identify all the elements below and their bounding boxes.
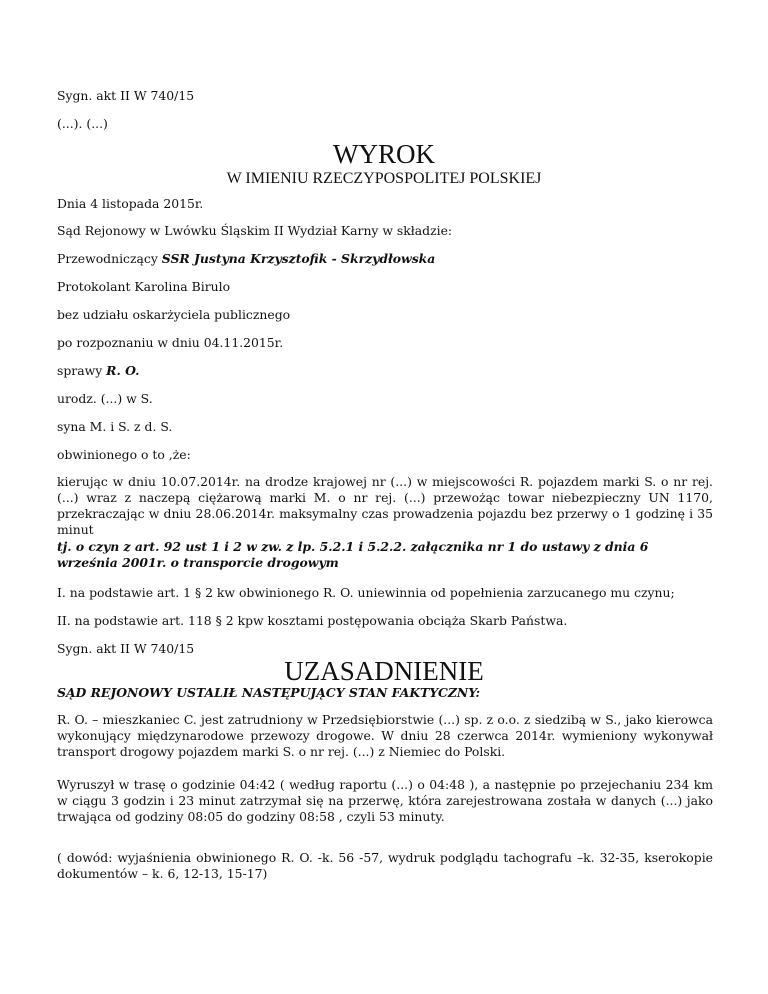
verdict-title: WYROK [333,139,435,169]
verdict-point-1: I. na podstawie art. 1 § 2 kw obwinionego R. O. uniewinnia od popełnienia zarzucanego mu czynu; [57,585,675,600]
legal-basis: tj. o czyn z art. 92 ust 1 i 2 w zw. z lp. 5.2.1 i 5.2.2. załącznika nr 1 do ustawy z dnia 6 września 2001r. o transporcie drogowym [57,539,649,570]
case-signature-2: Sygn. akt II W 740/15 [57,641,195,656]
verdict-point-2: II. na podstawie art. 118 § 2 kpw kosztami postępowania obciąża Skarb Państwa. [57,613,568,628]
verdict-subtitle: W IMIENIU RZECZYPOSPOLITEJ POLSKIEJ [226,170,542,187]
presiding-judge-name: SSR Justyna Krzysztofik - Skrzydłowska [161,251,436,266]
facts-paragraph-2: Wyruszył w trasę o godzinie 04:42 ( według raportu (...) o 04:48 ), a następnie po przejechaniu 234 km w ciągu 3 godzin i 23 minut zatrzymał się na przerwę, która zarejestrowana została w danych (...) jako trwająca od godziny 08:05 do godziny 08:58 , czyli 53 minuty. [57,777,713,824]
accused-name: R. O. [106,363,140,378]
hearing-date: po rozpoznaniu w dniu 04.11.2015r. [57,335,284,350]
court-composition: Sąd Rejonowy w Lwówku Śląskim II Wydział Karny w składzie: [57,223,453,238]
case-subject [57,363,713,379]
birth-info: urodz. (...) w S. [57,391,153,406]
presiding-judge-label: Przewodniczący [57,251,162,266]
prosecutor-note: bez udziału oskarżyciela publicznego [57,307,291,322]
verdict-date: Dnia 4 listopada 2015r. [57,196,204,211]
evidence-note: ( dowód: wyjaśnienia obwinionego R. O. -k. 56 -57, wydruk podglądu tachografu –k. 32-35, kserokopie dokumentów – k. 6, 12-13, 15-17) [57,850,713,881]
justification-title: UZASADNIENIE [284,656,484,686]
presiding-judge [57,251,713,267]
accusation-intro: obwinionego o to ,że: [57,447,191,462]
case-reference: (...). (...) [57,116,108,131]
case-subject-label: sprawy [57,363,107,378]
court-clerk: Protokolant Karolina Birulo [57,279,231,294]
charge-description: kierując w dniu 10.07.2014r. na drodze krajowej nr (...) w miejscowości R. pojazdem marki S. o nr rej. (...) wraz z naczepą ciężarową marki M. o nr rej. (...) przewożąc towar niebezpieczny UN 1170, przekraczając w dniu 28.06.2014r. maksymalny czas prowadzenia pojazdu bez przerwy o 1 godzinę i 35 minut [57,474,713,537]
facts-paragraph-1: R. O. – mieszkaniec C. jest zatrudniony w Przedsiębiorstwie (...) sp. z o.o. z siedzibą w S., jako kierowca wykonujący międzynarodowe przewozy drogowe. W dniu 28 czerwca 2014r. wymieniony wykonywał transport drogowy pojazdem marki S. o nr rej. (...) z Niemiec do Polski. [57,712,713,759]
case-signature: Sygn. akt II W 740/15 [57,88,195,103]
parents-info: syna M. i S. z d. S. [57,419,173,434]
facts-heading: SĄD REJONOWY USTALIŁ NASTĘPUJĄCY STAN FAKTYCZNY: [57,685,481,700]
